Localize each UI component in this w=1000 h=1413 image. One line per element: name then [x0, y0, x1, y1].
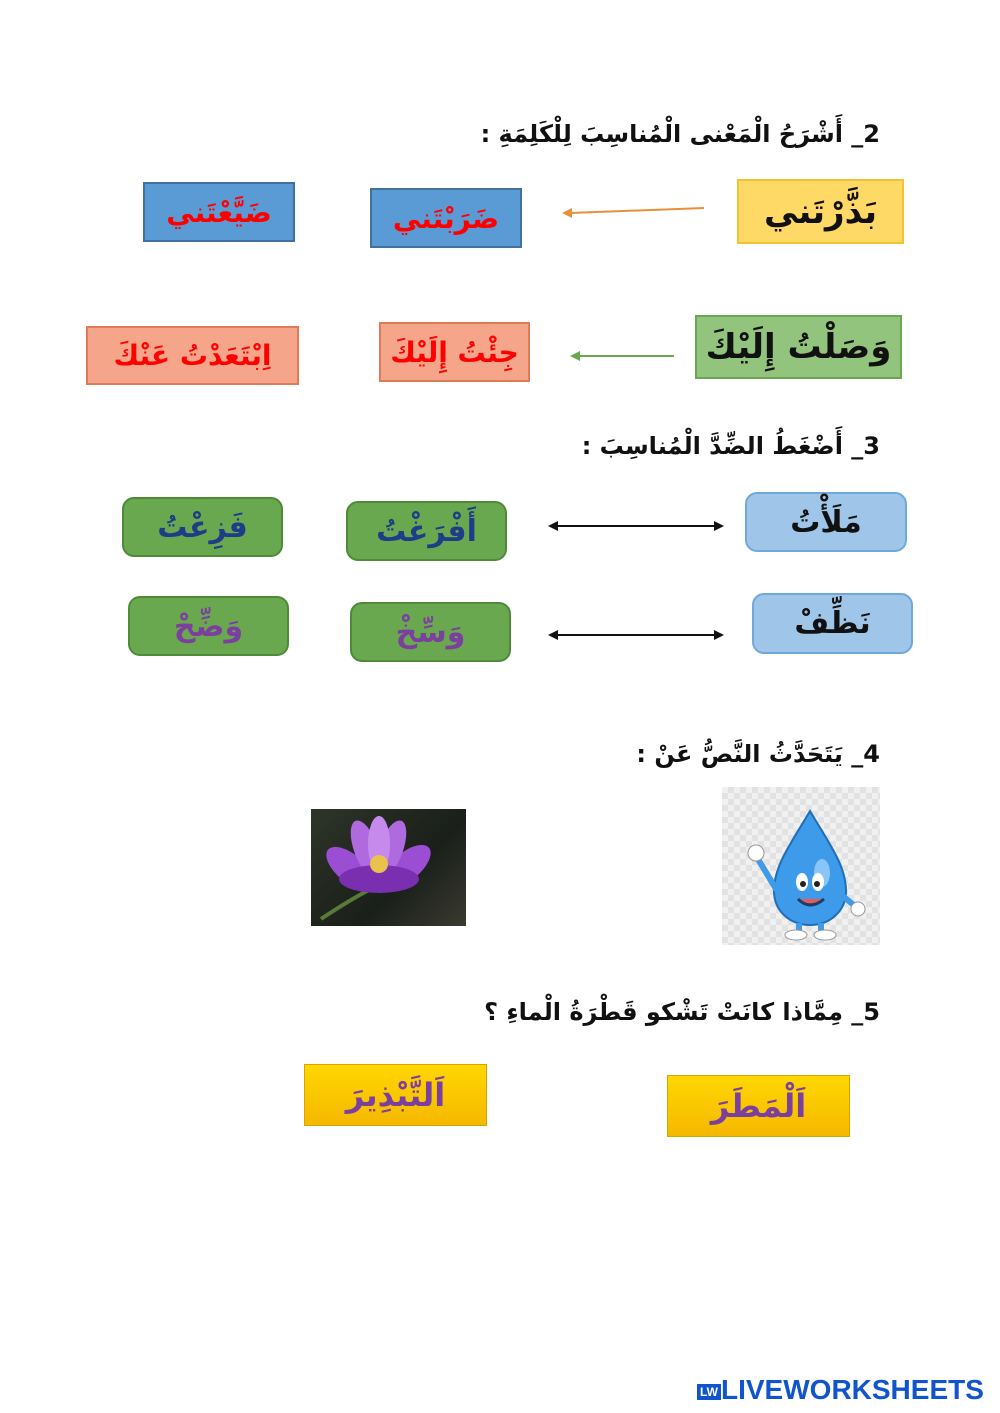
- option-box-row2-b[interactable]: اِبْتَعَدْتُ عَنْكَ: [86, 326, 299, 385]
- question-3-title: 3_ أَضْغَطُ الضِّدَّ الْمُناسِبَ :: [581, 432, 880, 460]
- option-btn-q3-row1-b[interactable]: فَزِعْتُ: [122, 497, 283, 557]
- purple-flower-icon: [311, 809, 466, 926]
- word-box-q3-row1: مَلَأْتُ: [745, 492, 907, 552]
- option-box-row1-a[interactable]: ضَرَبْتَني: [370, 188, 522, 248]
- double-arrow-icon: [548, 625, 724, 645]
- arrow-green-icon: [568, 346, 678, 366]
- logo-mark-icon: LW: [697, 1384, 721, 1400]
- option-btn-q3-row2-a[interactable]: وَسِّخْ: [350, 602, 511, 662]
- option-box-row1-b[interactable]: ضَيَّعْتَني: [143, 182, 295, 242]
- question-5-title: 5_ مِمَّاذا كانَتْ تَشْكو قَطْرَةُ الْماءِ ؟: [484, 998, 880, 1026]
- option-btn-q3-row1-a[interactable]: أَفْرَغْتُ: [346, 501, 507, 561]
- double-arrow-icon: [548, 516, 724, 536]
- option-btn-q3-row2-b[interactable]: وَضِّحْ: [128, 596, 289, 656]
- logo-text: LIVEWORKSHEETS: [721, 1374, 984, 1405]
- answer-box-q5-b[interactable]: اَلتَّبْذِيرَ: [304, 1064, 487, 1126]
- answer-box-q5-a[interactable]: اَلْمَطَرَ: [667, 1075, 850, 1137]
- water-drop-icon: [722, 787, 880, 945]
- liveworksheets-logo[interactable]: [697, 1374, 984, 1406]
- flower-image[interactable]: [311, 809, 466, 926]
- word-box-row2: وَصَلْتُ إِلَيْكَ: [695, 315, 902, 379]
- water-drop-image[interactable]: [722, 787, 880, 945]
- arrow-orange-icon: [560, 200, 710, 220]
- option-box-row2-a[interactable]: جِئْتُ إِلَيْكَ: [379, 322, 530, 382]
- question-4-title: 4_ يَتَحَدَّثُ النَّصُّ عَنْ :: [636, 740, 880, 768]
- question-2-title: 2_ أَشْرَحُ الْمَعْنى الْمُناسِبَ لِلْكَلِمَةِ :: [480, 120, 880, 148]
- word-box-q3-row2: نَظِّفْ: [752, 593, 913, 654]
- word-box-row1: بَذَّرْتَني: [737, 179, 904, 244]
